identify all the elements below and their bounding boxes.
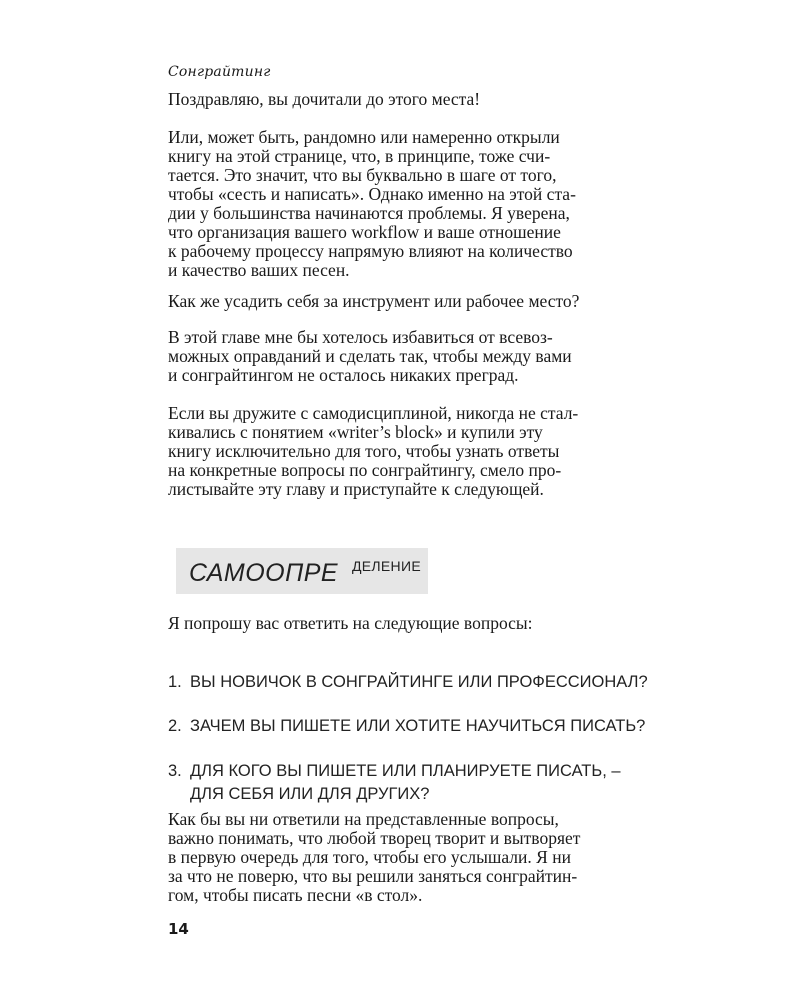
paragraph-question: Как же усадить себя за инструмент или рабочее место?: [168, 291, 580, 311]
running-head: Сонграйтинг: [168, 64, 271, 80]
question-text-continued: ДЛЯ СЕБЯ ИЛИ ДЛЯ ДРУГИХ?: [190, 785, 430, 803]
question-number: 1.: [168, 673, 182, 691]
paragraph-congrats: Поздравляю, вы дочитали до этого места!: [168, 89, 481, 109]
question-item-1: [168, 648, 648, 694]
question-number: 3.: [168, 762, 182, 780]
questions-intro: Я попрошу вас ответить на следующие вопросы:: [168, 613, 533, 633]
paragraph-intro: Или, может быть, рандомно или намеренно открыли книгу на этой странице, что, в принципе, тоже счи- тается. Это значит, что вы буквально в шаге от того, чтобы «сесть и написать». Однако именно на этой ста- дии у большинства начинаются проблемы. Я уверена, что организация вашего workflow и ваше отношение к рабочему процессу напрямую влияют на количество и качество ваших песен.: [168, 127, 576, 280]
section-heading: САМООПРЕ: [189, 559, 339, 587]
question-text: ЗАЧЕМ ВЫ ПИШЕТЕ ИЛИ ХОТИТЕ НАУЧИТЬСЯ ПИСАТЬ?: [190, 717, 646, 735]
question-item-2: [168, 692, 645, 738]
question-text: ДЛЯ КОГО ВЫ ПИШЕТЕ ИЛИ ПЛАНИРУЕТЕ ПИСАТЬ, –: [190, 762, 621, 780]
question-text: ВЫ НОВИЧОК В СОНГРАЙТИНГЕ ИЛИ ПРОФЕССИОНАЛ?: [190, 673, 648, 691]
question-number: 2.: [168, 717, 182, 735]
page-number: 14: [168, 920, 189, 938]
section-heading-suffix: ДЕЛЕНИЕ: [352, 558, 421, 574]
paragraph-closing: Как бы вы ни ответили на представленные вопросы, важно понимать, что любой творец творит и вытворяет в первую очередь для того, чтобы его услышали. Я ни за что не поверю, что вы решили заняться сонграйтин- гом, чтобы писать песни «в стол».: [168, 809, 581, 905]
paragraph-skip: Если вы дружите с самодисциплиной, никогда не стал- кивались с понятием «writer’s block» и купили эту книгу исключительно для того, чтобы узнать ответы на конкретные вопросы по сонграйтингу, смело про- листывайте эту главу и приступайте к следующей.: [168, 403, 579, 499]
paragraph-chapter-goal: В этой главе мне бы хотелось избавиться от всевоз- можных оправданий и сделать так, чтобы между вами и сонграйтингом не осталось никаких преград.: [168, 327, 572, 385]
